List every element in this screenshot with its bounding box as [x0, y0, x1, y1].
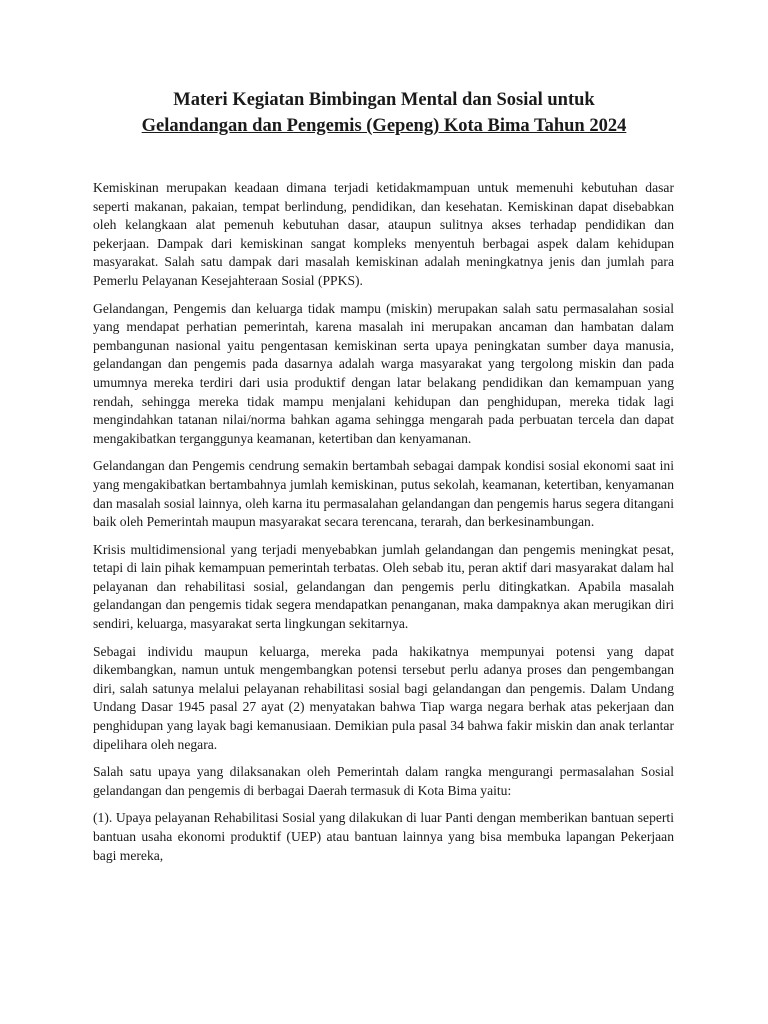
document-body	[93, 179, 674, 874]
document-title-line-1: Materi Kegiatan Bimbingan Mental dan Sosial untuk	[173, 90, 595, 110]
paragraph-7: (1). Upaya pelayanan Rehabilitasi Sosial yang dilakukan di luar Panti dengan memberikan bantuan seperti bantuan usaha ekonomi produktif (UEP) atau bantuan lainnya yang bisa membuka lapangan Pekerjaan bagi mereka,	[93, 810, 674, 863]
paragraph-2: Gelandangan, Pengemis dan keluarga tidak mampu (miskin) merupakan salah satu permasalahan sosial yang mendapat perhatian pemerintah, karena masalah ini merupakan ancaman dan hambatan dalam pembangunan nasional yaitu pengentasan kemiskinan serta upaya peningkatan sumber daya manusia, gelandangan dan pengemis pada dasarnya adalah warga masyarakat yang tergolong miskin dan pada umumnya mereka terdiri dari usia produktif dengan latar belakang pendidikan dan kemampuan yang rendah, sehingga mereka tidak mampu menjalani kehidupan dan penghidupan, mereka tidak lagi mengindahkan tatanan nilai/norma bahkan agama sehingga mengarah pada perbuatan tercela dan dapat mengakibatkan terganggunya keamanan, ketertiban dan kenyamanan.	[93, 300, 674, 446]
paragraph-1: Kemiskinan merupakan keadaan dimana terjadi ketidakmampuan untuk memenuhi kebutuhan dasar seperti makanan, pakaian, tempat berlindung, pendidikan, dan kesehatan. Kemiskinan dapat disebabkan oleh kelangkaan alat pemenuh kebutuhan dasar, ataupun sulitnya akses terhadap pendidikan dan pekerjaan. Dampak dari kemiskinan sangat kompleks menyentuh berbagai aspek dalam kehidupan masyarakat. Salah satu dampak dari masalah kemiskinan adalah meningkatnya jenis dan jumlah para Pemerlu Pelayanan Kesejahteraan Sosial (PPKS).	[93, 180, 674, 288]
paragraph-4: Krisis multidimensional yang terjadi menyebabkan jumlah gelandangan dan pengemis meningkat pesat, tetapi di lain pihak kemampuan pemerintah terbatas. Oleh sebab itu, peran aktif dari masyarakat dalam hal pelayanan dan rehabilitasi sosial, gelandangan dan pengemis perlu ditingkatkan. Apabila masalah gelandangan dan pengemis tidak segera mendapatkan penanganan, maka dampaknya akan merugikan diri sendiri, keluarga, masyarakat serta lingkungan sekitarnya.	[93, 541, 674, 632]
document-title-line-2: Gelandangan dan Pengemis (Gepeng) Kota Bima Tahun 2024	[141, 116, 627, 136]
paragraph-5: Sebagai individu maupun keluarga, mereka pada hakikatnya mempunyai potensi yang dapat dikembangkan, namun untuk mengembangkan potensi tersebut perlu adanya proses dan pengembangan diri, salah satunya melalui pelayanan rehabilitasi sosial bagi gelandangan dan pengemis. Dalam Undang Undang Dasar 1945 pasal 27 ayat (2) menyatakan bahwa Tiap warga negara berhak atas pekerjaan dan penghidupan yang layak bagi kemanusiaan. Demikian pula pasal 34 bahwa fakir miskin dan anak terlantar dipelihara oleh negara.	[93, 643, 674, 752]
paragraph-3: Gelandangan dan Pengemis cendrung semakin bertambah sebagai dampak kondisi sosial ekonomi saat ini yang mengakibatkan bertambahnya jumlah kemiskinan, putus sekolah, keamanan, ketertiban, kenyamanan dan masalah sosial lainnya, oleh karna itu permasalahan gelandangan dan pengemis harus segera ditangani baik oleh Pemerintah maupun masyarakat secara terencana, terarah, dan berkesinambungan.	[93, 458, 674, 530]
paragraph-6: Salah satu upaya yang dilaksanakan oleh Pemerintah dalam rangka mengurangi permasalahan Sosial gelandangan dan pengemis di berbagai Daerah termasuk di Kota Bima yaitu:	[93, 764, 674, 798]
